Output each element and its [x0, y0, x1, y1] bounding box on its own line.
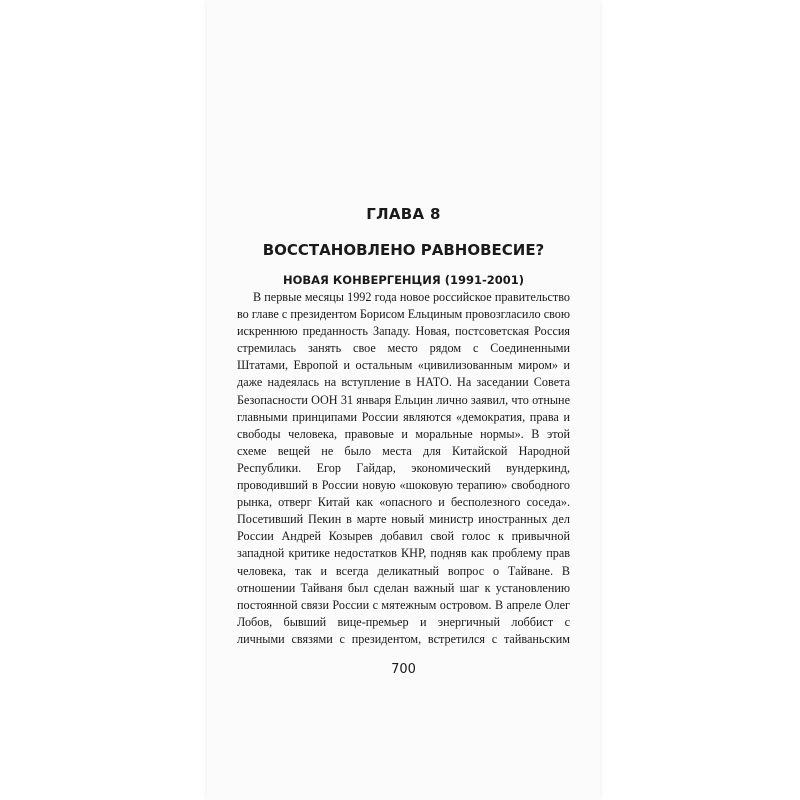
book-page — [207, 0, 600, 800]
body-paragraph: В первые месяцы 1992 года новое российское правительство во главе с президентом Борисом Ельциным провозгласило свою искреннюю преданность Западу. Новая, постсоветская Россия стремилась занять свое место рядом с Соединенными Штатами, Европой и остальным «цивилизованным миром» и даже надеялась на вступление в НАТО. На заседании Совета Безопасности ООН 31 января Ельцин лично заявил, что отныне главными принципами России являются «демократия, права и свободы человека, правовые и моральные нормы». В этой схеме вещей не было места для Китайской Народной Республики. Егор Гайдар, экономический вундеркинд, проводивший в России новую «шоковую терапию» свободного рынка, отверг Китай как «опасного и бесполезного соседа». Посетивший Пекин в марте новый министр иностранных дел России Андрей Козырев добавил свой голос к привычной западной критике недостатков КНР, подняв как проблему прав человека, так и всегда деликатный вопрос о Тайване. В отношении Тайваня был сделан важный шаг к установлению постоянной связи России с мятежным островом. В апреле Олег Лобов, бывший вице-премьер и энергичный лоббист с личными связями с президентом, встретился с тайваньским — [237, 290, 570, 646]
chapter-title: ВОССТАНОВЛЕНО РАВНОВЕСИЕ? — [262, 241, 545, 259]
page-content — [237, 0, 570, 800]
chapter-label: ГЛАВА 8 — [366, 205, 441, 223]
page-number: 700 — [391, 662, 416, 677]
section-title: НОВАЯ КОНВЕРГЕНЦИЯ (1991-2001) — [282, 273, 525, 287]
